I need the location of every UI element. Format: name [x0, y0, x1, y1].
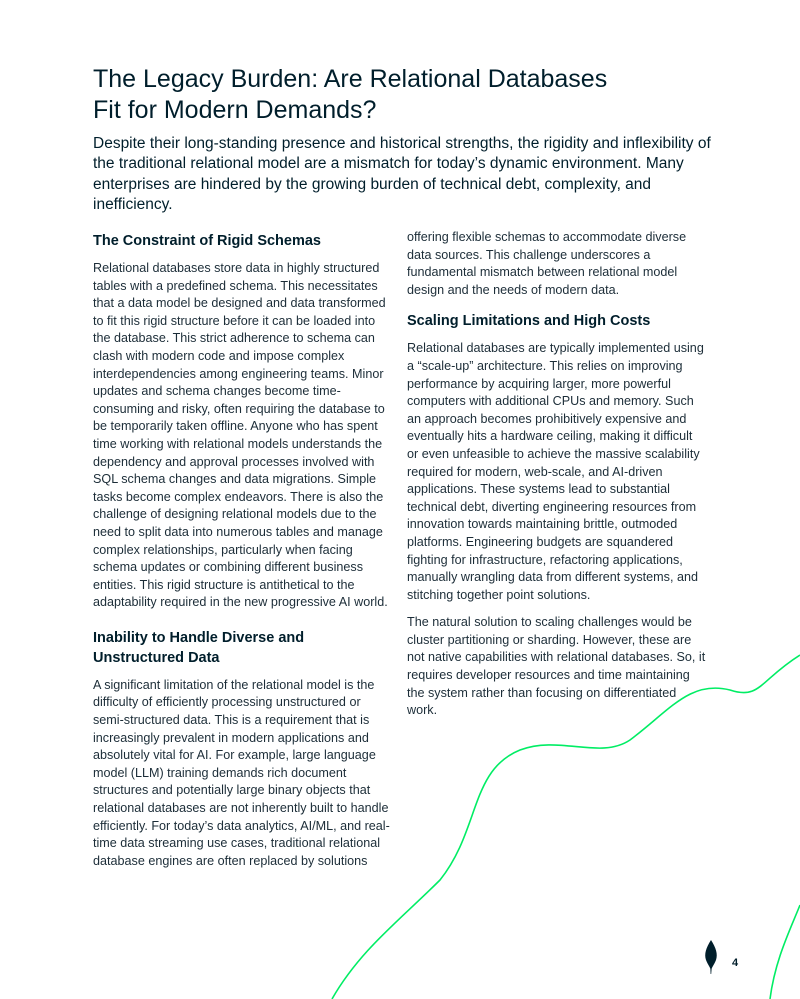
paragraph-scaling: Relational databases are typically implemented using a “scale-up” architecture. This relies on improving performance by acquiring larger, more powerful computers with additional CPUs and memory. Such an approach becomes prohibitively expensive and eventually hits a hardware ceiling, making it difficult or even unfeasible to achieve the massive scalability required for modern, web-scale, and AI-driven applications. These systems lead to substantial technical debt, diverting engineering resources from innovation towards maintaining brittle, outmoded platforms. Engineering budgets are squandered fighting for infrastructure, refactoring applications, manually wrangling data from different systems, and stitching together point solutions. [407, 341, 704, 602]
paragraph-sharding: The natural solution to scaling challenges would be cluster partitioning or sharding. However, these are not native capabilities with relational databases. So, it requires developer resources and time maintaining the system rather than focusing on differentiated work. [407, 615, 706, 718]
intro-paragraph: Despite their long-standing presence and historical strengths, the rigidity and inflexibility of the traditional relational model are a mismatch for today’s dynamic environment. Many enterprises are hindered by the growing burden of technical debt, complexity, and inefficiency. [93, 135, 711, 214]
left-column [93, 228, 393, 870]
title-line-2: Fit for Modern Demands? [93, 96, 377, 124]
right-column [407, 228, 707, 720]
heading-scaling-limitations: Scaling Limitations and High Costs [407, 313, 651, 330]
page-number: 4 [732, 957, 739, 969]
paragraph-continuation: offering flexible schemas to accommodate diverse data sources. This challenge underscores a fundamental mismatch between relational model design and the needs of modern data. [407, 230, 687, 297]
title-line-1: The Legacy Burden: Are Relational Databases [93, 65, 608, 93]
heading-unstructured-data: Inability to Handle Diverse and Unstructured Data [93, 629, 305, 666]
page-title [93, 64, 713, 126]
paragraph-rigid-schemas: Relational databases store data in highly structured tables with a predefined schema. This necessitates that a data model be designed and data transformed to fit this rigid structure before it can be loaded into the database. This strict adherence to schema can clash with modern code and impose complex interdependencies among engineering teams. Minor updates and schema changes become time-consuming and risky, often requiring the database to be temporarily taken offline. Anyone who has spent time working with relational models understands the dependency and approval processes involved with SQL schema changes and data migrations. Simple tasks become complex endeavors. There is also the challenge of designing relational models due to the need to split data into numerous tables and manage complex relationships, particularly when facing schema updates or combining different business entities. This rigid structure is antithetical to the adaptability required in the new progressive AI world. [93, 261, 388, 610]
paragraph-unstructured-data: A significant limitation of the relational model is the difficulty of efficiently processing unstructured or semi-structured data. This is a requirement that is increasingly prevalent in modern applications and absolutely vital for AI. For example, large language model (LLM) training demands rich document structures and potentially large binary objects that relational databases are not inherently built to handle efficiently. For today’s data analytics, AI/ML, and real-time data streaming use cases, traditional relational database engines are often replaced by solutions [93, 677, 390, 868]
heading-rigid-schemas: The Constraint of Rigid Schemas [93, 233, 321, 249]
leaf-logo-icon [704, 940, 718, 974]
